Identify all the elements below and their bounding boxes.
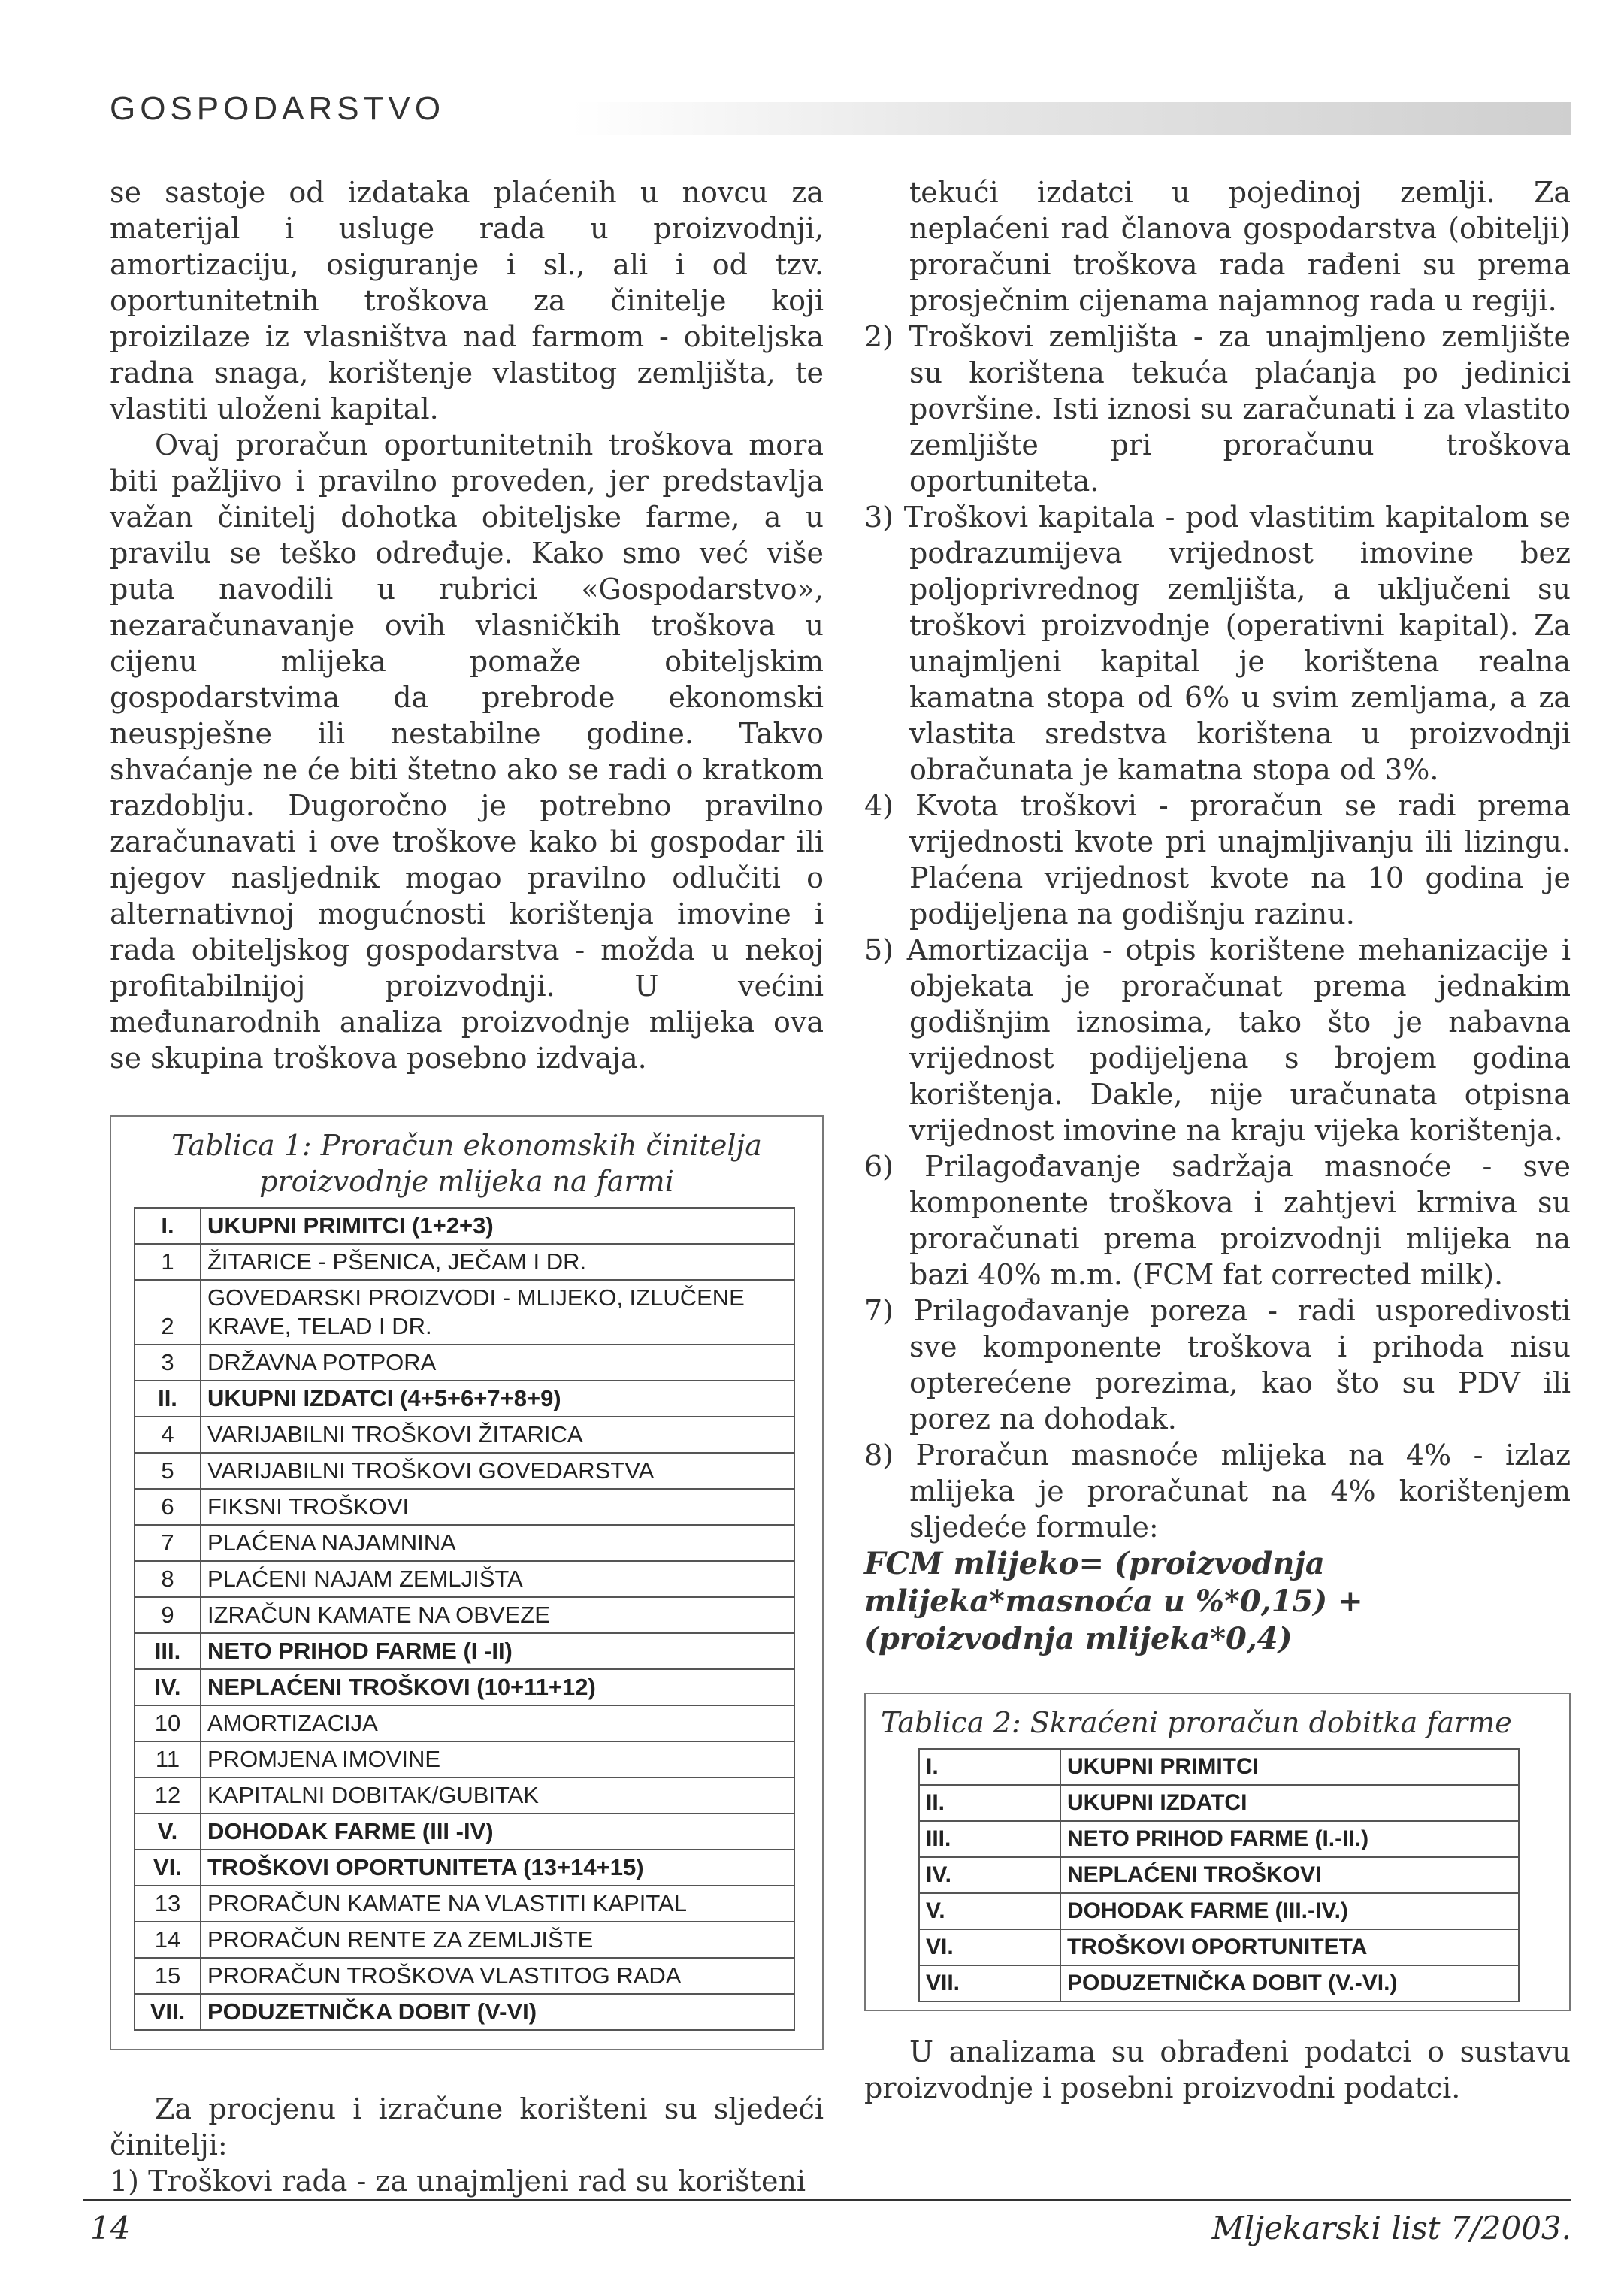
table-1-box (110, 1115, 824, 2050)
row-number: 11 (135, 1741, 201, 1777)
row-number: I. (919, 1749, 1060, 1785)
table-row (919, 1749, 1519, 1785)
row-number: IV. (919, 1857, 1060, 1893)
table-row (919, 1965, 1519, 2001)
table-row (135, 1381, 794, 1417)
row-label: PROMJENA IMOVINE (201, 1741, 794, 1777)
row-label: KAPITALNI DOBITAK/GUBITAK (201, 1777, 794, 1814)
row-number: II. (135, 1381, 201, 1417)
row-label: PRORAČUN KAMATE NA VLASTITI KAPITAL (201, 1886, 794, 1922)
list-item-6: 6) Prilagođavanje sadržaja masnoće - sve komponente troškova i zahtjevi krmiva su proračunati prema proizvodnji mlijeka na bazi 40% m.m. (FCM fat corrected milk). (864, 1150, 1571, 1291)
right-list (864, 319, 1571, 1545)
table-row (919, 1785, 1519, 1821)
row-number: VI. (135, 1850, 201, 1886)
list-item-7: 7) Prilagođavanje poreza - radi usporedivosti sve komponente troškova i prihoda nisu opterećene porezima, kao što su PDV ili porez na dohodak. (864, 1294, 1571, 1435)
row-number: V. (135, 1814, 201, 1850)
list-item-5: 5) Amortizacija - otpis korištene mehanizacije i objekata je proračunat prema jednakim godišnjim iznosima, tako što je nabavna vrijednost podijeljena s brojem godina korištenja. Dakle, nije uračunata otpisna vrijednost imovine na kraju vijeka korištenja. (864, 933, 1571, 1147)
row-number: 7 (135, 1525, 201, 1561)
row-number: 14 (135, 1922, 201, 1958)
row-label: NETO PRIHOD FARME (I -II) (201, 1633, 794, 1669)
table-row (135, 1561, 794, 1597)
row-number: 5 (135, 1453, 201, 1489)
table-row (135, 1345, 794, 1381)
row-label: AMORTIZACIJA (201, 1705, 794, 1741)
fcm-formula: FCM mlijeko= (proizvodnja mlijeka*masnoća u %*0,15) + (proizvodnja mlijeka*0,4) (864, 1546, 1363, 1656)
row-label: NEPLAĆENI TROŠKOVI (1060, 1857, 1519, 1893)
list-item-3: 3) Troškovi kapitala - pod vlastitim kapitalom se podrazumijeva vrijednost imovine bez poljoprivrednog zemljišta, a uključeni su troškovi proizvodnje (operativni kapital). Za unajmljeni kapital je korištena realna kamatna stopa od 6% u svim zemljama, a za vlastita sredstva korištena u proizvodnji obračunata je kamatna stopa od 3%. (864, 501, 1571, 786)
table-row (919, 1929, 1519, 1965)
row-number: II. (919, 1785, 1060, 1821)
left-paragraph-4: 1) Troškovi rada - za unajmljeni rad su korišteni (110, 2164, 806, 2198)
row-label: FIKSNI TROŠKOVI (201, 1489, 794, 1525)
table-row (135, 1489, 794, 1525)
row-label: UKUPNI PRIMITCI (1060, 1749, 1519, 1785)
row-number: IV. (135, 1669, 201, 1705)
row-number: 12 (135, 1777, 201, 1814)
row-label: IZRAČUN KAMATE NA OBVEZE (201, 1597, 794, 1633)
table-row (135, 1814, 794, 1850)
row-label: PRORAČUN RENTE ZA ZEMLJIŠTE (201, 1922, 794, 1958)
row-label: PODUZETNIČKA DOBIT (V-VI) (201, 1994, 794, 2030)
header-decorative-bar (571, 102, 1571, 135)
row-label: PLAĆENA NAJAMNINA (201, 1525, 794, 1561)
table-row (135, 1669, 794, 1705)
table-row (135, 1633, 794, 1669)
table-row (919, 1821, 1519, 1857)
row-number: III. (135, 1633, 201, 1669)
row-number: 9 (135, 1597, 201, 1633)
row-label: VARIJABILNI TROŠKOVI ŽITARICA (201, 1417, 794, 1453)
row-label: ŽITARICE - PŠENICA, JEČAM I DR. (201, 1244, 794, 1280)
row-number: 6 (135, 1489, 201, 1525)
table-2-caption: Tablica 2: Skraćeni proračun dobitka farme (881, 1706, 1512, 1739)
list-item-8: 8) Proračun masnoće mlijeka na 4% - izlaz mlijeka je proračunat na 4% korištenjem sljedeće formule: (864, 1438, 1571, 1544)
table-1 (134, 1207, 795, 2031)
left-column (110, 174, 824, 2199)
table-row (135, 1280, 794, 1345)
left-paragraph-2: Ovaj proračun oportunitetnih troškova mora biti pažljivo i pravilno proveden, jer predstavlja važan činitelj dohotka obiteljske farme, a u pravilu se teško određuje. Kako smo već više puta navodili u rubrici «Gospodarstvo», nezaračunavanje ovih vlasničkih troškova u cijenu mlijeka pomaže obiteljskim gospodarstvima da prebrode ekonomski neuspješne ili nestabilne godine. Takvo shvaćanje ne će biti štetno ako se radi o kratkom razdoblju. Dugoročno je potrebno pravilno zaračunavati i ove troškove kako bi gospodar ili njegov nasljednik mogao pravilno odlučiti o alternativnoj mogućnosti korištenja imovine i rada obiteljskog gospodarstva - možda u nekoj profitabilnijoj proizvodnji. U većini međunarodnih analiza proizvodnje mlijeka ova se skupina troškova posebno izdvaja. (110, 428, 824, 1075)
row-number: III. (919, 1821, 1060, 1857)
row-label: PRORAČUN TROŠKOVA VLASTITOG RADA (201, 1958, 794, 1994)
left-paragraph-1: se sastoje od izdataka plaćenih u novcu za materijal i usluge rada u proizvodnji, amortizaciju, osiguranje i sl., ali i od tzv. oportunitetnih troškova za činitelje koji proizilaze iz vlasništva nad farmom - obiteljska radna snaga, korištenje vlastitog zemljišta, te vlastiti uloženi kapital. (110, 176, 824, 425)
left-paragraph-3: Za procjenu i izračune korišteni su sljedeći činitelji: (110, 2092, 824, 2161)
table-row (135, 1777, 794, 1814)
table-1-caption: Tablica 1: Proračun ekonomskih činitelja proizvodnje mlijeka na farmi (171, 1129, 762, 1198)
row-number: VII. (919, 1965, 1060, 2001)
table-row (135, 1208, 794, 1244)
list-item-4: 4) Kvota troškovi - proračun se radi prema vrijednosti kvote pri unajmljivanju ili lizingu. Plaćena vrijednost kvote na 10 godina je podijeljena na godišnju razinu. (864, 789, 1571, 930)
row-label: PODUZETNIČKA DOBIT (V.-VI.) (1060, 1965, 1519, 2001)
table-row (919, 1857, 1519, 1893)
table-row (135, 1994, 794, 2030)
table-row (919, 1893, 1519, 1929)
row-number: 2 (135, 1280, 201, 1345)
table-row (135, 1958, 794, 1994)
table-row (135, 1453, 794, 1489)
table-row (135, 1886, 794, 1922)
row-label: DRŽAVNA POTPORA (201, 1345, 794, 1381)
table-row (135, 1850, 794, 1886)
row-number: 3 (135, 1345, 201, 1381)
table-row (135, 1741, 794, 1777)
table-2 (918, 1748, 1520, 2002)
table-row (135, 1705, 794, 1741)
row-number: 15 (135, 1958, 201, 1994)
right-column (864, 174, 1571, 2106)
row-number: I. (135, 1208, 201, 1244)
row-label: PLAĆENI NAJAM ZEMLJIŠTA (201, 1561, 794, 1597)
table-row (135, 1244, 794, 1280)
section-header: GOSPODARSTVO (110, 90, 446, 127)
row-label: NEPLAĆENI TROŠKOVI (10+11+12) (201, 1669, 794, 1705)
table-row (135, 1922, 794, 1958)
footer-rule (83, 2199, 1571, 2201)
row-number: 13 (135, 1886, 201, 1922)
table-row (135, 1597, 794, 1633)
row-label: TROŠKOVI OPORTUNITETA (13+14+15) (201, 1850, 794, 1886)
right-paragraph-1: tekući izdatci u pojedinoj zemlji. Za neplaćeni rad članova gospodarstva (obitelji) proračuni troškova rada rađeni su prema prosječnim cijenama najamnog rada u regiji. (909, 176, 1571, 317)
row-number: 10 (135, 1705, 201, 1741)
journal-name: Mljekarski list 7/2003. (1211, 2210, 1571, 2246)
row-number: VII. (135, 1994, 201, 2030)
row-label: TROŠKOVI OPORTUNITETA (1060, 1929, 1519, 1965)
table-row (135, 1417, 794, 1453)
row-label: UKUPNI IZDATCI (1060, 1785, 1519, 1821)
row-label: DOHODAK FARME (III -IV) (201, 1814, 794, 1850)
table-row (135, 1525, 794, 1561)
row-label: NETO PRIHOD FARME (I.-II.) (1060, 1821, 1519, 1857)
row-number: V. (919, 1893, 1060, 1929)
right-paragraph-end: U analizama su obrađeni podatci o sustavu proizvodnje i posebni proizvodni podatci. (864, 2035, 1571, 2104)
row-label: UKUPNI PRIMITCI (1+2+3) (201, 1208, 794, 1244)
page-number: 14 (90, 2210, 131, 2246)
row-number: 8 (135, 1561, 201, 1597)
row-label: DOHODAK FARME (III.-IV.) (1060, 1893, 1519, 1929)
table-2-box (864, 1693, 1571, 2011)
row-label: GOVEDARSKI PROIZVODI - MLIJEKO, IZLUČENE KRAVE, TELAD I DR. (201, 1280, 794, 1345)
list-item-2: 2) Troškovi zemljišta - za unajmljeno zemljište su korištena tekuća plaćanja po jedinici površine. Isti iznosi su zaračunati i za vlastito zemljište pri proračunu troškova oportuniteta. (864, 320, 1571, 498)
row-number: 4 (135, 1417, 201, 1453)
row-number: 1 (135, 1244, 201, 1280)
row-label: UKUPNI IZDATCI (4+5+6+7+8+9) (201, 1381, 794, 1417)
row-number: VI. (919, 1929, 1060, 1965)
row-label: VARIJABILNI TROŠKOVI GOVEDARSTVA (201, 1453, 794, 1489)
